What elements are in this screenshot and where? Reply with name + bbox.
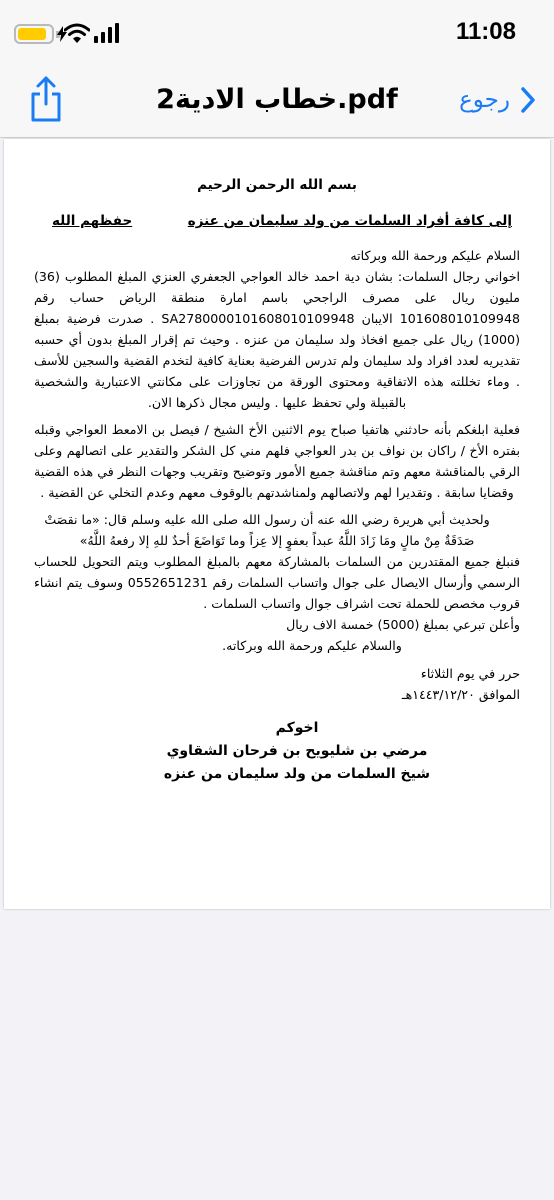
hijri-date: الموافق ١٤٤٣/١٢/٢٠هـ — [401, 687, 520, 702]
closing-line: والسلام عليكم ورحمة الله وبركاته. — [222, 638, 402, 653]
back-button-label: رجوع — [459, 87, 510, 113]
donation-line: وأعلن تبرعي بمبلغ (5000) خمسة الاف ريال — [286, 617, 520, 632]
battery-level — [18, 28, 46, 40]
pdf-page — [4, 139, 550, 909]
hadith-intro: ولحديث أبي هريرة رضي الله عنه أن رسول الله صلى الله عليه وسلم قال: «ما نقصَتْ — [44, 512, 490, 527]
addressee-line — [34, 213, 520, 229]
battery-icon — [14, 24, 54, 44]
chevron-right-icon — [520, 86, 536, 114]
salutation: السلام عليكم ورحمة الله وبركاته — [350, 248, 520, 263]
addressee-text: إلى كافة أفراد السلمات من ولد سليمان من عنزه — [187, 213, 512, 229]
signature-block — [34, 717, 520, 786]
letter-body — [34, 177, 520, 786]
document-title: خطاب الادية2.pdf — [156, 84, 398, 115]
paragraph-3: فنبلغ جميع المقتدرين من السلمات بالمشاركة معهم بالمبلغ المطلوب ويتم التحويل للحساب الرسمي وأرسال الايصال على جوال واتساب السلمات رقم 0552651231 وسوف يتم انشاء قروب مخصص للحملة تحت اشراف جوال واتساب السلمات . — [34, 554, 520, 611]
status-bar — [0, 0, 554, 66]
signature-name: مرضي بن شليويح بن فرحان الشقاوي — [166, 743, 428, 759]
navigation-bar — [0, 66, 554, 138]
signature-title: شيخ السلمات من ولد سليمان من عنزه — [163, 766, 431, 782]
addressee-greeting: حفظهم الله — [52, 213, 133, 229]
signature-brother: اخوكم — [275, 720, 319, 736]
status-time: 11:08 — [455, 18, 516, 45]
paragraph-1: اخواني رجال السلمات: بشان دية احمد خالد العواجي الجعفري العنزي المبلغ المطلوب (36) مليون ريال على مصرف الراجحي باسم امارة منطقة الرياض حساب رقم 101608010109948 الايبان SA2780000101608010109948 . صدرت فرضية بمبلغ (1000) ريال على جميع افخاذ ولد سليمان من عنزه . وحيث تم إقرار المبلغ بدون أي حسبه تقديريه لعدد افراد ولد سليمان ولم تدرس الفرضية بعناية كافية لتخدم القضية والسجين للأسف . وماء تخللته هذه الاتفاقية ومحتوى الورقة من تجاوزات على مكانتي الاعتبارية والشخصية بالقبيلة ولي تحفظ عليها . وليس مجال ذكرها الان. — [34, 269, 520, 410]
back-button[interactable] — [459, 86, 536, 114]
cellular-signal-icon — [94, 23, 120, 43]
paragraph-2: فعلية ابلغكم بأنه حادثني هاتفيا صباح يوم الاثنين الأخ الشيخ / فيصل بن الامعط العواجي وقبله بفتره الأخ / راكان بن نواف بن بدر العواجي فلهم مني كل الشكر والتقدير على اتصالهم وعلى الرقي بالمناقشة معهم وتم مناقشة جميع الأمور وتوضيح وتقريب وجهات النظر في هذه القضية وقضايا سابقة . وتقديرا لهم ولاتصالهم ولمناشدتهم بالوقوف معهم وعدم التخلي عن القضية . — [34, 422, 520, 500]
pdf-viewer[interactable] — [0, 139, 554, 1200]
wifi-icon — [64, 22, 90, 44]
hadith-text: صَدَقَةٌ مِنْ مالٍ ومَا زَادَ اللَّهُ عبداً بعفوٍ إلا عِزاً وما تَوَاضَعَ أحدٌ للهِ إلا رفعهُ اللَّهُ» — [79, 533, 475, 548]
basmala-heading: بسم الله الرحمن الرحيم — [197, 177, 357, 193]
written-on-line: حرر في يوم الثلاثاء — [420, 666, 520, 681]
